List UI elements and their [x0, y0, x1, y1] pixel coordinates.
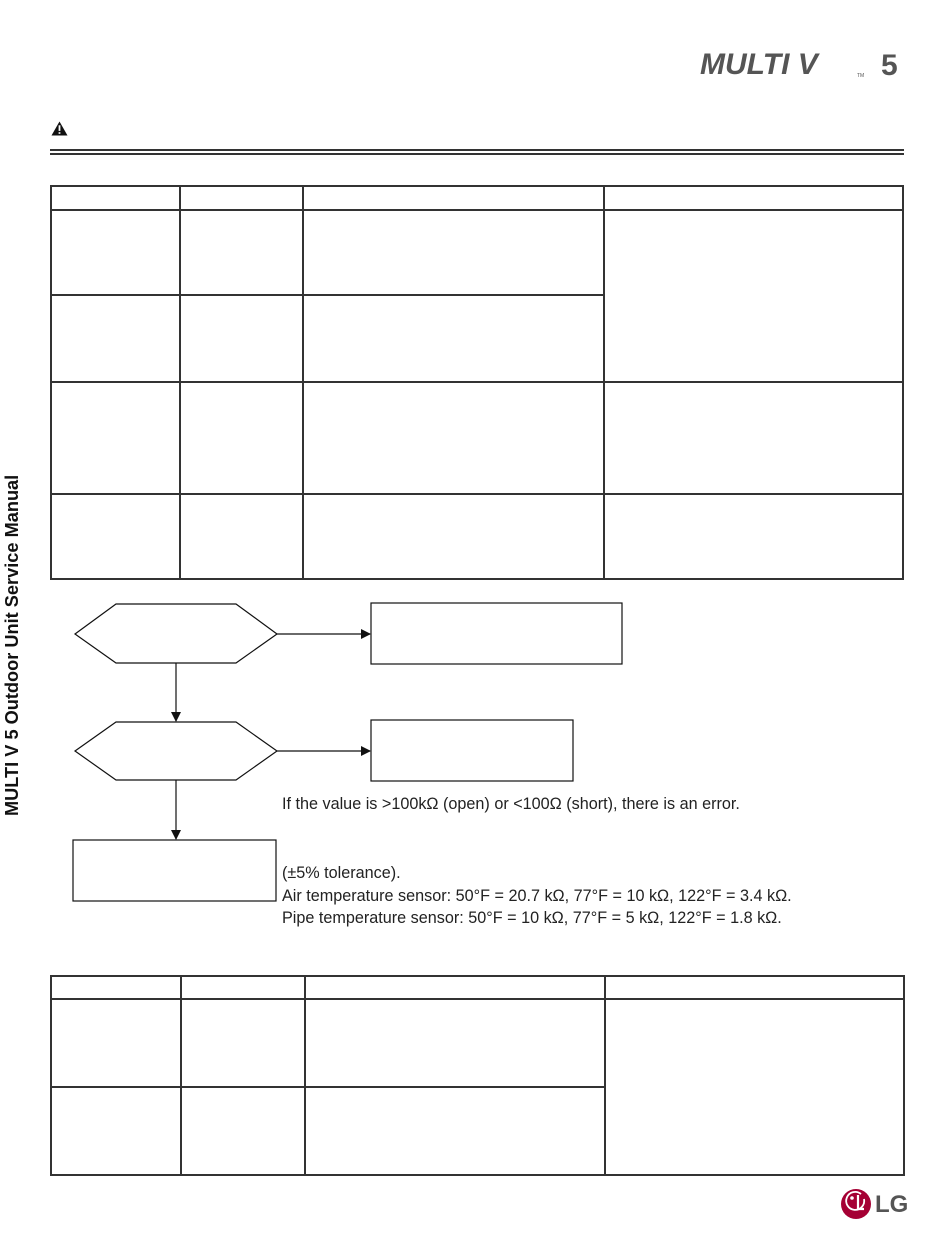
warning-triangle-icon	[51, 121, 68, 136]
lg-logo	[840, 1185, 908, 1223]
pipe-sensor-resistance-note: Pipe temperature sensor: 50°F = 10 kΩ, 77°F = 5 kΩ, 122°F = 1.8 kΩ.	[282, 909, 782, 927]
tolerance-note: (±5% tolerance).	[282, 864, 401, 882]
manual-title-text: MULTI V 5 Outdoor Unit Service Manual	[2, 474, 22, 816]
brand-word: MULTI V	[700, 48, 818, 80]
flow-terminal-box	[73, 840, 276, 901]
header-rule-top	[50, 149, 904, 151]
lg-face-circle	[841, 1189, 871, 1219]
lg-logo-text: LG	[875, 1191, 908, 1218]
lower-troubleshooting-table	[50, 975, 905, 1177]
flow-action-2-box	[371, 720, 573, 781]
upper-troubleshooting-table	[50, 185, 904, 580]
flow-action-1-box	[371, 603, 622, 664]
multi-v-5-logo	[700, 46, 905, 80]
air-sensor-resistance-note: Air temperature sensor: 50°F = 20.7 kΩ, 77°F = 10 kΩ, 122°F = 3.4 kΩ.	[282, 886, 792, 905]
brand-trademark: TM	[857, 73, 865, 79]
flow-decision-1	[75, 604, 277, 663]
lg-face-eye	[850, 1196, 854, 1200]
flow-decision-2	[75, 722, 277, 780]
header-rule-bottom	[50, 153, 904, 155]
open-short-error-note: If the value is >100kΩ (open) or <100Ω (short), there is an error.	[282, 795, 740, 813]
resistance-specification-notes	[282, 862, 922, 930]
lower-table-border	[51, 976, 904, 1175]
brand-number: 5	[881, 49, 898, 80]
